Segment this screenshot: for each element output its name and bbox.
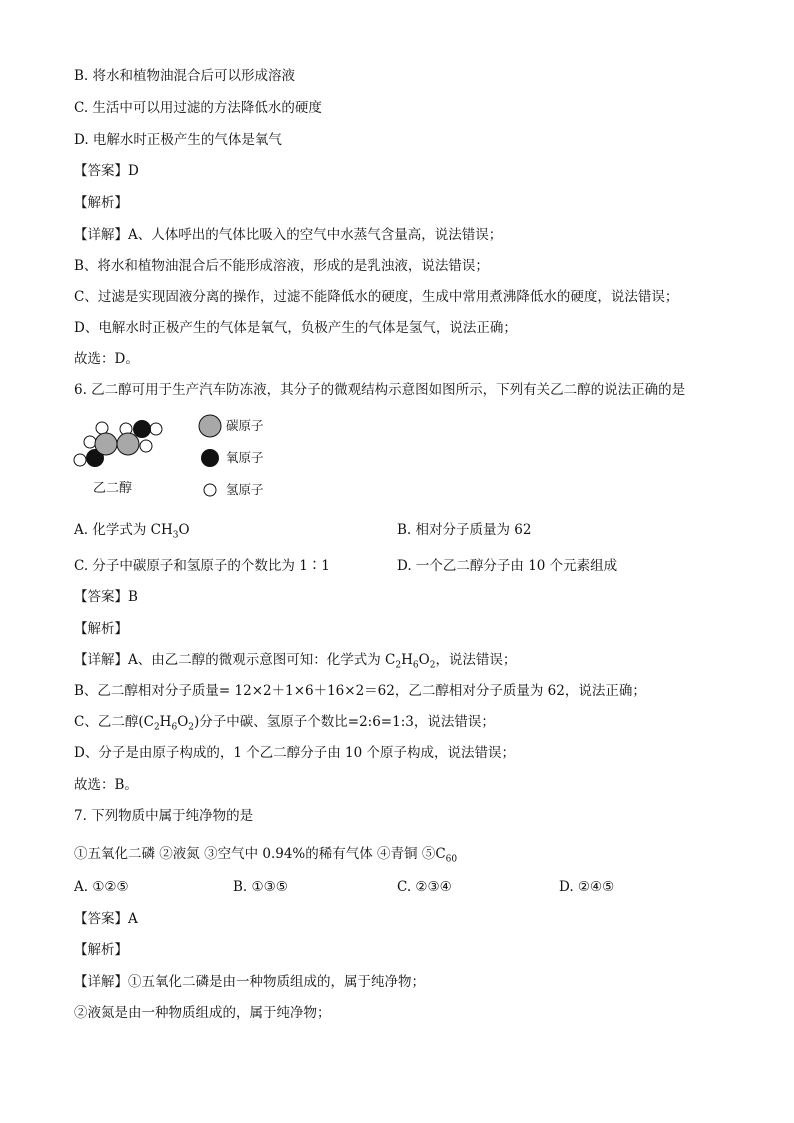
q5-option-c: C. 生活中可以用过滤的方法降低水的硬度 <box>74 100 322 116</box>
q7-items <box>74 845 754 863</box>
legend-carbon-label: 碳原子 <box>226 418 264 433</box>
legend-oxygen-label: 氧原子 <box>226 450 264 465</box>
q6-analysis-heading: 【解析】 <box>74 621 128 637</box>
carbon-atom <box>117 433 139 455</box>
q7-detail-1: 【详解】①五氧化二磷是由一种物质组成的，属于纯净物； <box>74 974 425 990</box>
q7-answer: 【答案】A <box>74 911 138 927</box>
q6-option-d: D. 一个乙二醇分子由 10 个元素组成 <box>397 558 618 574</box>
q6-detail-c <box>74 713 754 731</box>
q6-detail-c-sub: 2 <box>188 722 194 733</box>
q7-option-b: B. ①③⑤ <box>233 879 288 895</box>
ethylene-glycol-molecule-figure <box>68 414 178 484</box>
q6-choose: 故选：B。 <box>74 777 138 793</box>
q6-detail-c-text: )分子中碳、氢原子个数比=2:6=1:3，说法错误； <box>194 714 495 730</box>
q6-detail-c-sub: 6 <box>171 722 178 733</box>
q6-detail-c-text: O <box>177 714 189 730</box>
hydrogen-atom <box>140 440 152 452</box>
legend-carbon-icon <box>197 413 223 439</box>
q6-detail-a-text: 【详解】A、由乙二醇的微观示意图可知：化学式为 C <box>74 652 396 668</box>
q5-analysis-heading: 【解析】 <box>74 195 128 211</box>
q5-detail-c: C、过滤是实现固液分离的操作，过滤不能降低水的硬度，生成中常用煮沸降低水的硬度，说法错误； <box>74 289 679 305</box>
carbon-atom <box>95 433 117 455</box>
q6-detail-c-text: C、乙二醇(C <box>74 714 154 730</box>
q6-option-c: C. 分子中碳原子和氢原子的个数比为 1∶1 <box>74 558 330 574</box>
q6-detail-a <box>74 651 754 669</box>
q7-items-text: ①五氧化二磷 ②液氮 ③空气中 0.94%的稀有气体 ④青铜 ⑤C <box>74 846 446 862</box>
hydrogen-atom <box>74 454 86 466</box>
q6-option-a <box>74 521 190 539</box>
q6-option-b: B. 相对分子质量为 62 <box>397 522 532 538</box>
legend-hydrogen-label: 氢原子 <box>226 482 264 497</box>
q6-detail-b: B、乙二醇相对分子质量= 12×2＋1×6＋16×2＝62，乙二醇相对分子质量为 62，说法正确； <box>74 683 646 699</box>
q7-option-a: A. ①②⑤ <box>74 879 129 895</box>
q6-detail-a-text: H <box>401 652 413 668</box>
q6-option-a-formula-sub: 3 <box>172 530 179 541</box>
q5-option-d: D. 电解水时正极产生的气体是氧气 <box>74 132 282 148</box>
q5-option-b: B. 将水和植物油混合后可以形成溶液 <box>74 68 296 84</box>
q6-detail-a-text: O <box>418 652 430 668</box>
hydrogen-atom <box>84 436 96 448</box>
legend-hydrogen-icon <box>202 482 218 498</box>
hydrogen-atom <box>150 423 162 435</box>
oxygen-atom <box>134 421 151 438</box>
q7-detail-2: ②液氮是由一种物质组成的，属于纯净物； <box>74 1005 331 1021</box>
q5-detail-b: B、将水和植物油混合后不能形成溶液，形成的是乳浊液，说法错误； <box>74 258 489 274</box>
q6-stem: 6. 乙二醇可用于生产汽车防冻液，其分子的微观结构示意图如图所示，下列有关乙二醇的说法正确的是 <box>74 382 686 398</box>
q5-answer: 【答案】D <box>74 163 139 179</box>
q6-option-a-text: A. 化学式为 <box>74 522 151 538</box>
q5-choose: 故选：D。 <box>74 351 139 367</box>
q5-detail-d: D、电解水时正极产生的气体是氧气，负极产生的气体是氢气，说法正确； <box>74 320 517 336</box>
q7-option-c: C. ②③④ <box>397 879 452 895</box>
q7-option-d: D. ②④⑤ <box>559 879 615 895</box>
q6-detail-a-text: ，说法错误； <box>435 652 517 668</box>
q5-detail-a: 【详解】A、人体呼出的气体比吸入的空气中水蒸气含量高，说法错误； <box>74 227 503 243</box>
q6-detail-a-sub: 2 <box>429 660 436 671</box>
q6-detail-a-sub: 2 <box>395 660 402 671</box>
q6-detail-d: D、分子是由原子构成的，1 个乙二醇分子由 10 个原子构成，说法错误； <box>74 745 515 761</box>
q7-stem: 7. 下列物质中属于纯净物的是 <box>74 808 254 824</box>
q7-items-sub: 60 <box>445 854 458 865</box>
q6-detail-c-sub: 2 <box>153 722 160 733</box>
legend-oxygen-icon <box>199 447 221 469</box>
molecule-caption: 乙二醇 <box>93 481 133 496</box>
q6-detail-c-text: H <box>159 714 172 730</box>
q6-option-a-formula-end: O <box>178 522 190 538</box>
q6-option-a-formula: CH <box>150 522 173 538</box>
q6-detail-a-sub: 6 <box>412 660 419 671</box>
q7-analysis-heading: 【解析】 <box>74 942 128 958</box>
hydrogen-atom <box>96 422 108 434</box>
q6-answer: 【答案】B <box>74 589 138 605</box>
